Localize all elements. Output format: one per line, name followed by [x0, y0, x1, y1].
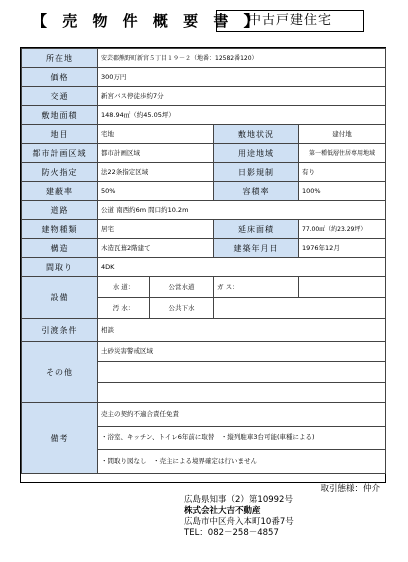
- document-title: 【 売 物 件 概 要 書 】: [32, 12, 264, 30]
- price-value: 300万円: [98, 68, 386, 87]
- shade-regulation-value: 有り: [299, 163, 386, 182]
- sewage-value: 公共下水: [150, 298, 214, 319]
- floor-area-ratio-label: 容積率: [214, 182, 299, 201]
- row-building-type: [22, 220, 386, 239]
- road-label: 道路: [22, 201, 98, 220]
- shade-regulation-label: 日影規制: [214, 163, 299, 182]
- row-facilities-water: [22, 277, 386, 298]
- coverage-label: 建蔽率: [22, 182, 98, 201]
- license-number: 広島県知事（2）第10992号: [184, 495, 293, 505]
- row-other-1: [22, 342, 386, 362]
- property-table: [21, 48, 386, 474]
- water-value: 公営水道: [150, 277, 214, 298]
- other-label: その他: [22, 342, 98, 403]
- site-condition-value: 建付地: [299, 125, 386, 144]
- company-tel: TEL：082－258－4857: [184, 528, 279, 538]
- row-coverage: [22, 182, 386, 201]
- floor-area-value: 77.00㎡（約23.29坪）: [299, 220, 386, 239]
- row-city-planning: [22, 144, 386, 163]
- building-type-value: 居宅: [98, 220, 214, 239]
- row-layout: [22, 258, 386, 277]
- structure-label: 構造: [22, 239, 98, 258]
- remarks-value-1: 売主の契約不適合責任免責: [98, 403, 386, 427]
- land-area-value: 148.94㎡（約45.05坪）: [98, 106, 386, 125]
- company-address: 広島市中区舟入本町10番7号: [184, 517, 294, 527]
- built-date-label: 建築年月日: [214, 239, 299, 258]
- row-fire-zone: [22, 163, 386, 182]
- layout-value: 4DK: [98, 258, 386, 277]
- row-land-category: [22, 125, 386, 144]
- structure-value: 木造瓦葺2階建て: [98, 239, 214, 258]
- road-value: 公道 南西約6m 間口約10.2m: [98, 201, 386, 220]
- row-transport: [22, 87, 386, 106]
- remarks-label: 備考: [22, 403, 98, 474]
- row-remarks-1: [22, 403, 386, 427]
- land-area-label: 敷地面積: [22, 106, 98, 125]
- floor-area-ratio-value: 100%: [299, 182, 386, 201]
- building-type-label: 建物種類: [22, 220, 98, 239]
- gas-label: ガ ス：: [214, 277, 299, 298]
- handover-value: 相談: [98, 319, 386, 342]
- coverage-value: 50%: [98, 182, 214, 201]
- transport-label: 交通: [22, 87, 98, 106]
- other-value-3: [98, 382, 386, 402]
- floor-area-label: 延床面積: [214, 220, 299, 239]
- broker-info: [184, 484, 380, 539]
- gas-value: [299, 277, 386, 298]
- property-sheet: [20, 47, 386, 483]
- row-handover: [22, 319, 386, 342]
- other-value-2: [98, 362, 386, 382]
- facilities-blank: [214, 298, 386, 319]
- row-location: [22, 49, 386, 68]
- city-planning-value: 都市計画区域: [98, 144, 214, 163]
- row-road: [22, 201, 386, 220]
- fire-zone-value: 法22条指定区域: [98, 163, 214, 182]
- water-label: 水 道：: [98, 277, 150, 298]
- facilities-label: 設備: [22, 277, 98, 319]
- remarks-value-2: ・浴室、キッチン、トイレ6年前に取替 ・縦列駐車3台可能(車種による): [98, 426, 386, 450]
- transport-value: 新宮バス停徒歩約7分: [98, 87, 386, 106]
- zoning-label: 用途地域: [214, 144, 299, 163]
- company-name: 株式会社大吉不動産: [184, 506, 261, 516]
- other-value-1: 土砂災害警戒区域: [98, 342, 386, 362]
- row-price: [22, 68, 386, 87]
- transaction-type: 取引態様：仲介: [320, 484, 380, 494]
- zoning-value: 第一種低層住居専用地域: [299, 144, 386, 163]
- remarks-value-3: ・間取り図なし ・売主による境界確定は行いません: [98, 450, 386, 474]
- site-condition-label: 敷地状況: [214, 125, 299, 144]
- row-structure: [22, 239, 386, 258]
- built-date-value: 1976年12月: [299, 239, 386, 258]
- location-label: 所在地: [22, 49, 98, 68]
- location-value: 安芸郡熊野町新宮５丁目１９－２（地番：12582番120）: [98, 49, 386, 68]
- row-land-area: [22, 106, 386, 125]
- land-category-label: 地目: [22, 125, 98, 144]
- layout-label: 間取り: [22, 258, 98, 277]
- land-category-value: 宅地: [98, 125, 214, 144]
- handover-label: 引渡条件: [22, 319, 98, 342]
- fire-zone-label: 防火指定: [22, 163, 98, 182]
- property-type-box: 中古戸建住宅: [216, 10, 364, 32]
- city-planning-label: 都市計画区域: [22, 144, 98, 163]
- price-label: 価格: [22, 68, 98, 87]
- sewage-label: 汚 水：: [98, 298, 150, 319]
